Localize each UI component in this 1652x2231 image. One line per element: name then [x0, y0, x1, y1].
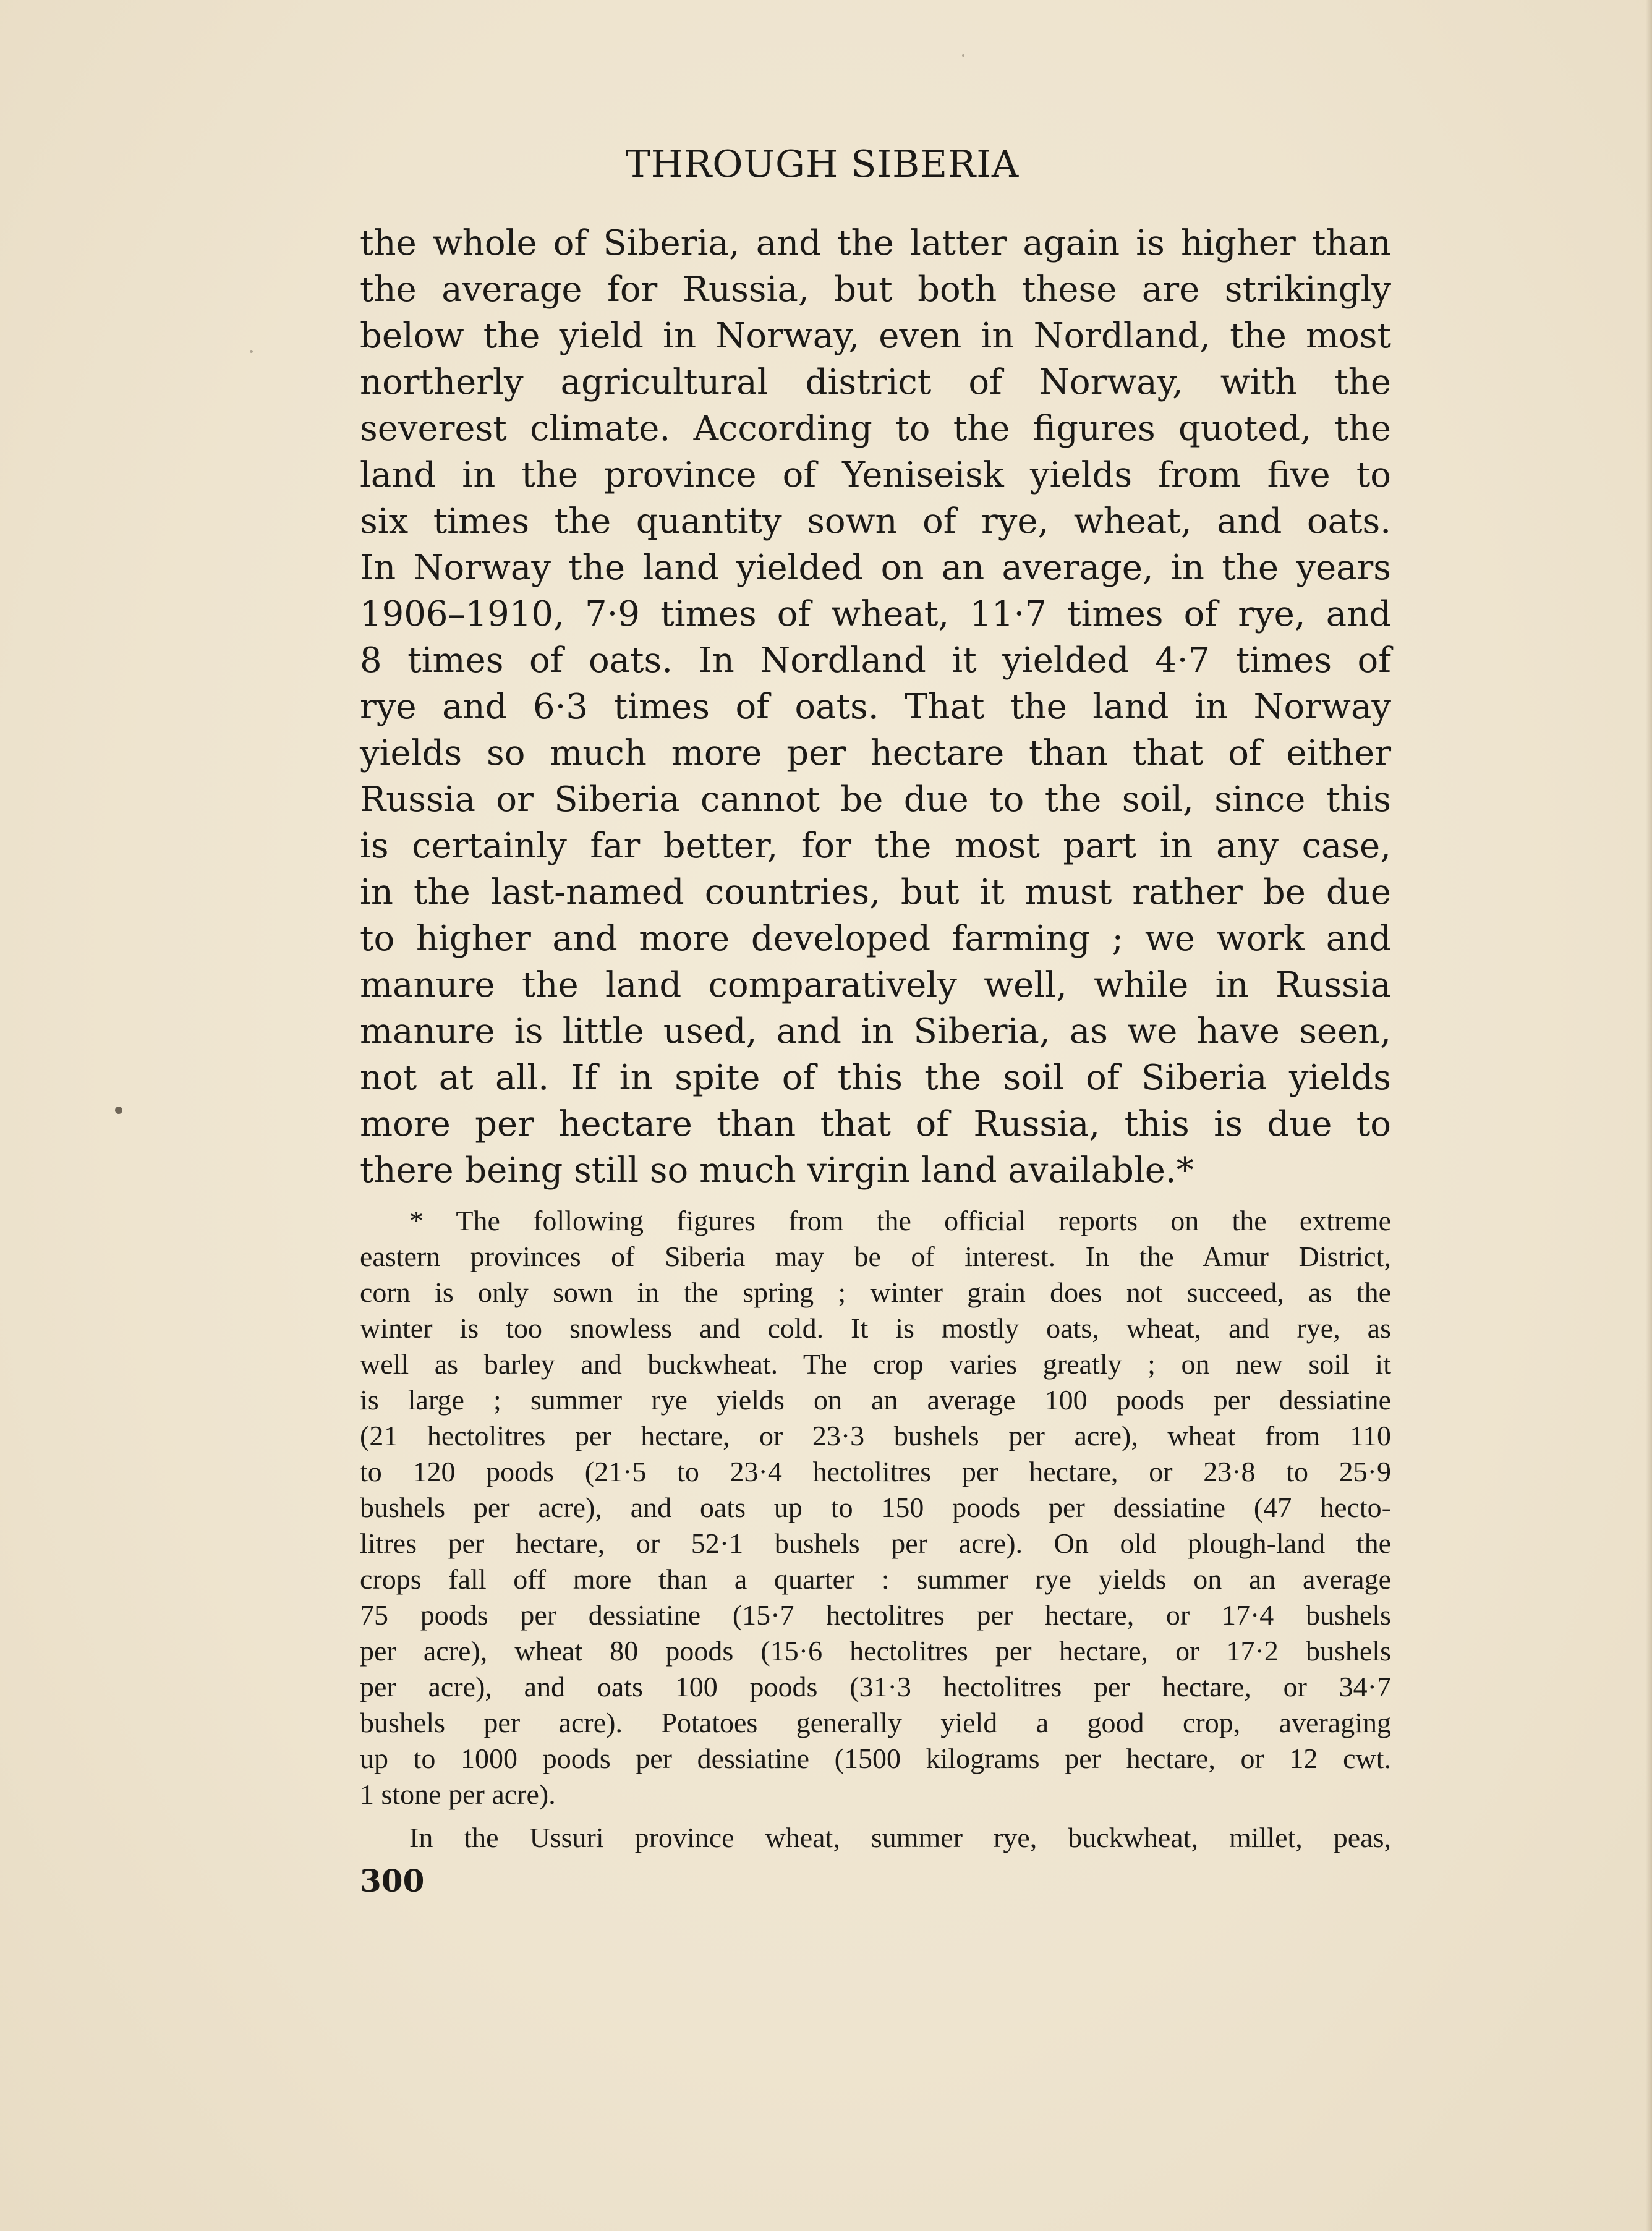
footnote-line: bushels per acre). Potatoes generally yield a good crop, averaging — [360, 1707, 1391, 1738]
footnote-line: * The following figures from the official reports on the extreme — [409, 1205, 1391, 1236]
footnote-line: winter is too snowless and cold. It is mostly oats, wheat, and rye, as — [360, 1312, 1391, 1344]
body-line: rye and 6·3 times of oats. That the land in Norway — [360, 687, 1391, 727]
footnote-line: crops fall off more than a quarter : summer rye yields on an average — [360, 1563, 1391, 1595]
body-line: yields so much more per hectare than that of either — [360, 733, 1391, 773]
footnote-line: corn is only sown in the spring ; winter grain does not succeed, as the — [360, 1277, 1391, 1308]
body-line: in the last-named countries, but it must rather be due — [360, 872, 1391, 912]
body-line: manure the land comparatively well, while in Russia — [360, 965, 1391, 1005]
footnote-line: (21 hectolitres per hectare, or 23·3 bushels per acre), wheat from 110 — [360, 1420, 1391, 1451]
footnote-line: is large ; summer rye yields on an average 100 poods per dessiatine — [360, 1384, 1391, 1416]
body-line: In Norway the land yielded on an average, in the years — [360, 548, 1391, 588]
page-edge-shadow — [1646, 0, 1652, 2231]
footnote-line: 1 stone per acre). — [360, 1778, 556, 1810]
body-line: there being still so much virgin land available.* — [360, 1150, 1194, 1191]
footnote-line: 75 poods per dessiatine (15·7 hectolitres per hectare, or 17·4 bushels — [360, 1599, 1391, 1631]
paper-speck — [115, 1107, 122, 1114]
footnote-line: per acre), wheat 80 poods (15·6 hectolitres per hectare, or 17·2 bushels — [360, 1635, 1391, 1667]
body-line: the average for Russia, but both these are strikingly — [360, 270, 1391, 310]
footnote-line: well as barley and buckwheat. The crop varies greatly ; on new soil it — [360, 1348, 1391, 1380]
running-head: THROUGH SIBERIA — [625, 143, 1020, 186]
body-line: severest climate. According to the figures quoted, the — [360, 409, 1391, 449]
footnote-line: to 120 poods (21·5 to 23·4 hectolitres per hectare, or 23·8 to 25·9 — [360, 1456, 1391, 1487]
body-line: the whole of Siberia, and the latter again is higher than — [360, 223, 1391, 263]
body-line: Russia or Siberia cannot be due to the soil, since this — [360, 780, 1391, 820]
body-line: 8 times of oats. In Nordland it yielded 4·7 times of — [360, 640, 1391, 681]
footnote-line: per acre), and oats 100 poods (31·3 hectolitres per hectare, or 34·7 — [360, 1671, 1391, 1702]
paper-speck — [962, 54, 964, 57]
body-line: northerly agricultural district of Norway, with the — [360, 362, 1391, 402]
body-line: not at all. If in spite of this the soil of Siberia yields — [360, 1058, 1391, 1098]
paper-speck — [250, 350, 253, 353]
body-line: manure is little used, and in Siberia, as we have seen, — [360, 1011, 1391, 1052]
footnote-line: In the Ussuri province wheat, summer rye, buckwheat, millet, peas, — [409, 1822, 1391, 1853]
footnote-line: bushels per acre), and oats up to 150 poods per dessiatine (47 hecto- — [360, 1492, 1391, 1523]
footnote-line: eastern provinces of Siberia may be of interest. In the Amur District, — [360, 1241, 1391, 1272]
body-line: more per hectare than that of Russia, this is due to — [360, 1104, 1391, 1144]
body-line: to higher and more developed farming ; we work and — [360, 919, 1391, 959]
page-number: 300 — [360, 1863, 425, 1899]
footnote-line: up to 1000 poods per dessiatine (1500 kilograms per hectare, or 12 cwt. — [360, 1743, 1391, 1774]
body-line: 1906–1910, 7·9 times of wheat, 11·7 times of rye, and — [360, 594, 1391, 634]
body-line: is certainly far better, for the most part in any case, — [360, 826, 1391, 866]
footnote-line: litres per hectare, or 52·1 bushels per acre). On old plough-land the — [360, 1528, 1391, 1559]
body-line: below the yield in Norway, even in Nordland, the most — [360, 316, 1391, 356]
body-line: six times the quantity sown of rye, wheat, and oats. — [360, 501, 1391, 542]
body-line: land in the province of Yeniseisk yields from five to — [360, 455, 1391, 495]
